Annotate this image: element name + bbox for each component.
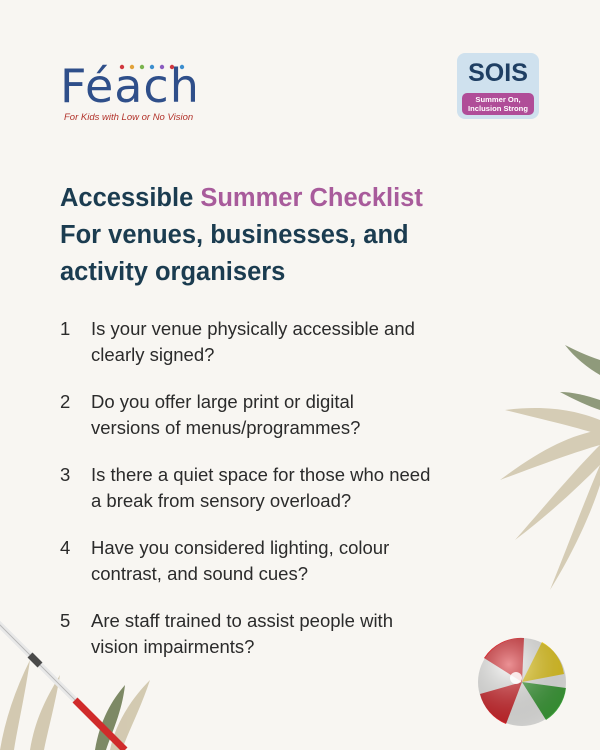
item-text <box>91 316 510 368</box>
item-text-line1: Is there a quiet space for those who need <box>91 464 431 485</box>
item-text-line1: Is your venue physically accessible and <box>91 318 415 339</box>
item-text-line1: Do you offer large print or digital <box>91 391 354 412</box>
white-cane-icon <box>0 610 140 750</box>
item-text-line2: versions of menus/programmes? <box>91 417 361 438</box>
checklist-item <box>60 389 510 441</box>
item-text <box>91 535 510 587</box>
palm-leaf-right-icon <box>480 340 600 600</box>
item-text-line1: Have you considered lighting, colour <box>91 537 390 558</box>
item-number: 5 <box>60 610 71 631</box>
item-text-line1: Are staff trained to assist people with <box>91 610 393 631</box>
title-line-1 <box>60 180 540 217</box>
sois-title: SOIS <box>468 59 528 87</box>
feach-tagline: For Kids with Low or No Vision <box>64 112 194 123</box>
feach-logo <box>60 58 210 128</box>
title-part-1: Accessible <box>60 184 201 212</box>
page-title <box>60 180 540 291</box>
item-text <box>91 389 510 441</box>
sois-tagline-badge <box>462 93 534 115</box>
item-text-line2: contrast, and sound cues? <box>91 563 309 584</box>
checklist-item <box>60 535 510 587</box>
feach-wordmark: Féach <box>60 59 200 113</box>
item-number: 1 <box>60 318 71 339</box>
item-text-line2: vision impairments? <box>91 636 255 657</box>
title-highlight: Summer Checklist <box>200 184 423 212</box>
item-number: 4 <box>60 537 71 558</box>
title-line-2: For venues, businesses, and <box>60 221 409 249</box>
item-text <box>91 462 510 514</box>
title-line-3: activity organisers <box>60 258 286 286</box>
sois-logo <box>457 53 539 119</box>
checklist-item <box>60 462 510 514</box>
item-number: 3 <box>60 464 71 485</box>
sois-tagline-line1: Summer On, <box>475 95 521 104</box>
item-number: 2 <box>60 391 71 412</box>
checklist-item <box>60 316 510 368</box>
sois-tagline-line2: Inclusion Strong <box>468 104 528 113</box>
item-text-line2: clearly signed? <box>91 344 215 365</box>
item-text-line2: a break from sensory overload? <box>91 490 352 511</box>
beach-ball-icon <box>476 636 568 728</box>
